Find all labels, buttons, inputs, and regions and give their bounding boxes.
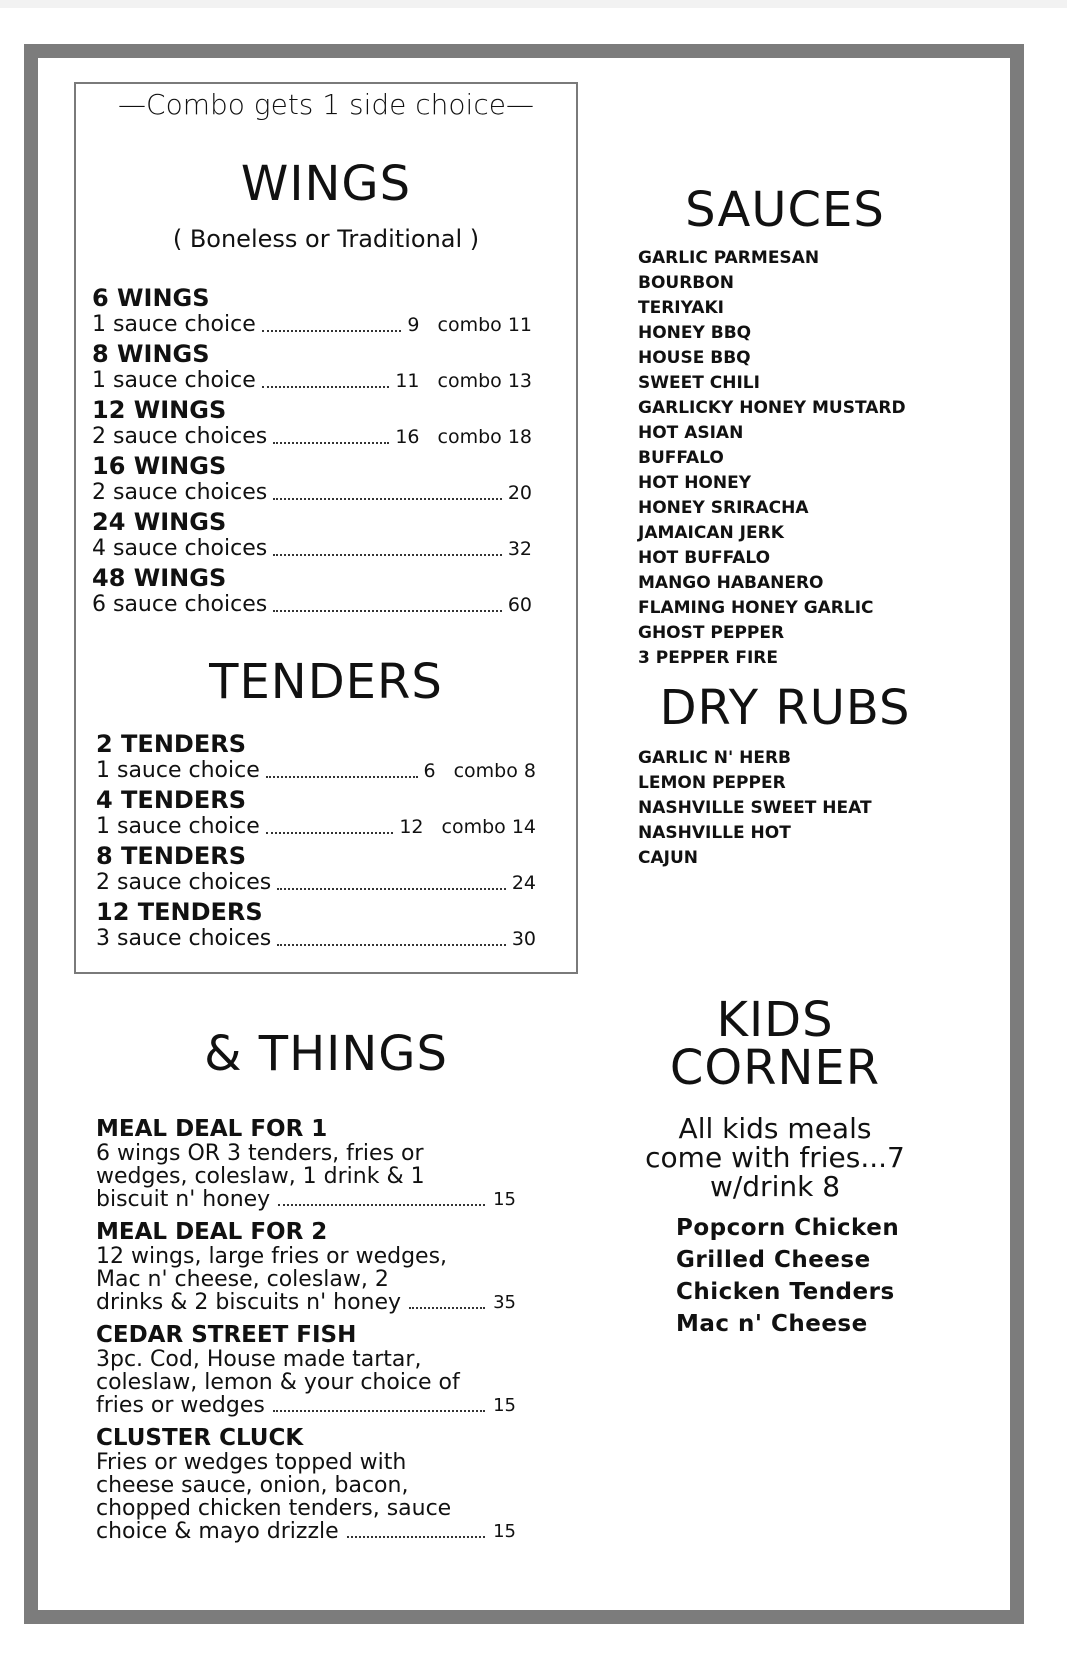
item-desc: 1 sauce choice — [92, 312, 256, 337]
item-desc-line: Fries or wedges topped with — [96, 1450, 407, 1475]
item-name: 12 WINGS — [92, 396, 227, 424]
item-desc-line: choice & mayo drizzle — [96, 1519, 339, 1544]
sauce-item: GHOST PEPPER — [638, 623, 785, 643]
sauces-title: SAUCES — [685, 182, 885, 238]
dry-rubs-title: DRY RUBS — [659, 680, 911, 736]
item-name: 48 WINGS — [92, 564, 227, 592]
item-desc-line: chopped chicken tenders, sauce — [96, 1496, 452, 1521]
item-desc: 6 sauce choices — [92, 592, 268, 617]
wings-title: WINGS — [240, 156, 412, 212]
kids-item: Grilled Cheese — [676, 1247, 871, 1273]
item-price: 12 — [399, 816, 424, 838]
item-name: 16 WINGS — [92, 452, 227, 480]
item-name: 24 WINGS — [92, 508, 227, 536]
dot-leader — [273, 554, 502, 556]
kids-info-line: All kids meals — [678, 1112, 872, 1145]
dot-leader — [266, 776, 418, 778]
wings-item-48 — [92, 564, 532, 618]
item-price: 15 — [493, 1395, 516, 1416]
wings-item-24 — [92, 508, 532, 562]
things-title: & THINGS — [204, 1026, 448, 1082]
item-desc-line: fries or wedges — [96, 1393, 265, 1418]
kids-title-line: CORNER — [669, 1040, 881, 1096]
dry-rub-item: NASHVILLE SWEET HEAT — [638, 798, 872, 818]
sauces-list — [638, 246, 906, 671]
item-desc-line: 12 wings, large fries or wedges, — [96, 1244, 448, 1269]
item-name: 8 TENDERS — [96, 842, 246, 870]
kids-items-list — [676, 1212, 899, 1340]
dry-rub-item: NASHVILLE HOT — [638, 823, 791, 843]
wings-item-8 — [92, 340, 532, 394]
kids-info — [630, 1114, 920, 1201]
item-price: 15 — [493, 1521, 516, 1542]
kids-item: Popcorn Chicken — [676, 1215, 900, 1241]
item-desc-line: drinks & 2 biscuits n' honey — [96, 1290, 402, 1315]
dot-leader — [262, 386, 390, 388]
item-combo-price: combo 18 — [437, 426, 532, 448]
item-price: 35 — [493, 1292, 516, 1313]
kids-info-line: w/drink 8 — [709, 1170, 841, 1203]
item-name: CEDAR STREET FISH — [96, 1322, 357, 1348]
item-desc-line: biscuit n' honey — [96, 1187, 271, 1212]
item-name: 6 WINGS — [92, 284, 210, 312]
item-price: 24 — [511, 872, 536, 894]
dot-leader — [277, 944, 506, 946]
things-item-cedar-street-fish — [96, 1322, 516, 1417]
item-combo-price: combo 14 — [441, 816, 536, 838]
item-desc: 2 sauce choices — [92, 480, 268, 505]
item-price: 11 — [395, 370, 420, 392]
kids-corner-title — [630, 992, 920, 1096]
item-desc: 4 sauce choices — [92, 536, 268, 561]
item-price: 32 — [507, 538, 532, 560]
item-price: 60 — [507, 594, 532, 616]
tenders-item-12 — [96, 898, 536, 952]
sauce-item: HOT HONEY — [638, 473, 752, 493]
tenders-item-2 — [96, 730, 536, 784]
item-desc: 2 sauce choices — [96, 870, 272, 895]
sauce-item: SWEET CHILI — [638, 373, 760, 393]
item-price: 9 — [407, 314, 420, 336]
item-name: CLUSTER CLUCK — [96, 1425, 304, 1451]
item-desc-line: 6 wings OR 3 tenders, fries or — [96, 1141, 424, 1166]
sauce-item: HOT BUFFALO — [638, 548, 771, 568]
dot-leader — [347, 1536, 485, 1538]
wings-item-12 — [92, 396, 532, 450]
item-name: 4 TENDERS — [96, 786, 246, 814]
dot-leader — [273, 610, 502, 612]
dry-rub-item: LEMON PEPPER — [638, 773, 786, 793]
dot-leader — [277, 888, 506, 890]
item-desc-line: cheese sauce, onion, bacon, — [96, 1473, 409, 1498]
sauce-item: GARLIC PARMESAN — [638, 248, 820, 268]
item-price: 6 — [423, 760, 436, 782]
dry-rub-item: GARLIC N' HERB — [638, 748, 791, 768]
item-combo-price: combo 13 — [437, 370, 532, 392]
item-name: MEAL DEAL FOR 1 — [96, 1116, 328, 1142]
item-desc: 1 sauce choice — [96, 814, 260, 839]
sauce-item: BOURBON — [638, 273, 734, 293]
item-price: 15 — [493, 1189, 516, 1210]
item-desc: 3 sauce choices — [96, 926, 272, 951]
sauce-item: GARLICKY HONEY MUSTARD — [638, 398, 906, 418]
sauce-item: HOT ASIAN — [638, 423, 744, 443]
item-combo-price: combo 11 — [437, 314, 532, 336]
sauce-item: BUFFALO — [638, 448, 724, 468]
dot-leader — [409, 1307, 485, 1309]
sauce-item: TERIYAKI — [638, 298, 724, 318]
kids-item: Chicken Tenders — [676, 1279, 895, 1305]
dry-rub-item: CAJUN — [638, 848, 698, 868]
sauce-item: HONEY BBQ — [638, 323, 752, 343]
tenders-item-4 — [96, 786, 536, 840]
tenders-item-8 — [96, 842, 536, 896]
item-name: MEAL DEAL FOR 2 — [96, 1219, 328, 1245]
item-desc-line: Mac n' cheese, coleslaw, 2 — [96, 1267, 389, 1292]
item-name: 2 TENDERS — [96, 730, 246, 758]
things-item-meal-deal-2 — [96, 1219, 516, 1314]
combo-note: —Combo gets 1 side choice— — [118, 88, 534, 121]
dot-leader — [273, 1410, 485, 1412]
sauce-item: 3 PEPPER FIRE — [638, 648, 779, 668]
dot-leader — [278, 1204, 485, 1206]
dot-leader — [273, 498, 502, 500]
wings-item-6 — [92, 284, 532, 338]
item-combo-price: combo 8 — [453, 760, 536, 782]
item-name: 12 TENDERS — [96, 898, 263, 926]
sauce-item: JAMAICAN JERK — [638, 523, 784, 543]
item-desc-line: 3pc. Cod, House made tartar, — [96, 1347, 422, 1372]
wings-subtitle: ( Boneless or Traditional ) — [172, 225, 480, 253]
things-item-cluster-cluck — [96, 1425, 516, 1543]
item-desc-line: coleslaw, lemon & your choice of — [96, 1370, 460, 1395]
kids-title-line: KIDS — [716, 992, 834, 1048]
dry-rubs-list — [638, 746, 872, 871]
item-desc: 2 sauce choices — [92, 424, 268, 449]
item-price: 16 — [395, 426, 420, 448]
dot-leader — [262, 330, 402, 332]
things-item-meal-deal-1 — [96, 1116, 516, 1211]
item-price: 20 — [507, 482, 532, 504]
item-name: 8 WINGS — [92, 340, 210, 368]
dot-leader — [266, 832, 394, 834]
item-desc: 1 sauce choice — [96, 758, 260, 783]
tenders-title: TENDERS — [209, 654, 443, 710]
kids-item: Mac n' Cheese — [676, 1311, 868, 1337]
sauce-item: HOUSE BBQ — [638, 348, 751, 368]
item-price: 30 — [511, 928, 536, 950]
sauce-item: FLAMING HONEY GARLIC — [638, 598, 874, 618]
wings-item-16 — [92, 452, 532, 506]
kids-info-line: come with fries...7 — [645, 1141, 905, 1174]
dot-leader — [273, 442, 389, 444]
sauce-item: HONEY SRIRACHA — [638, 498, 809, 518]
item-desc-line: wedges, coleslaw, 1 drink & 1 — [96, 1164, 425, 1189]
item-desc: 1 sauce choice — [92, 368, 256, 393]
sauce-item: MANGO HABANERO — [638, 573, 824, 593]
